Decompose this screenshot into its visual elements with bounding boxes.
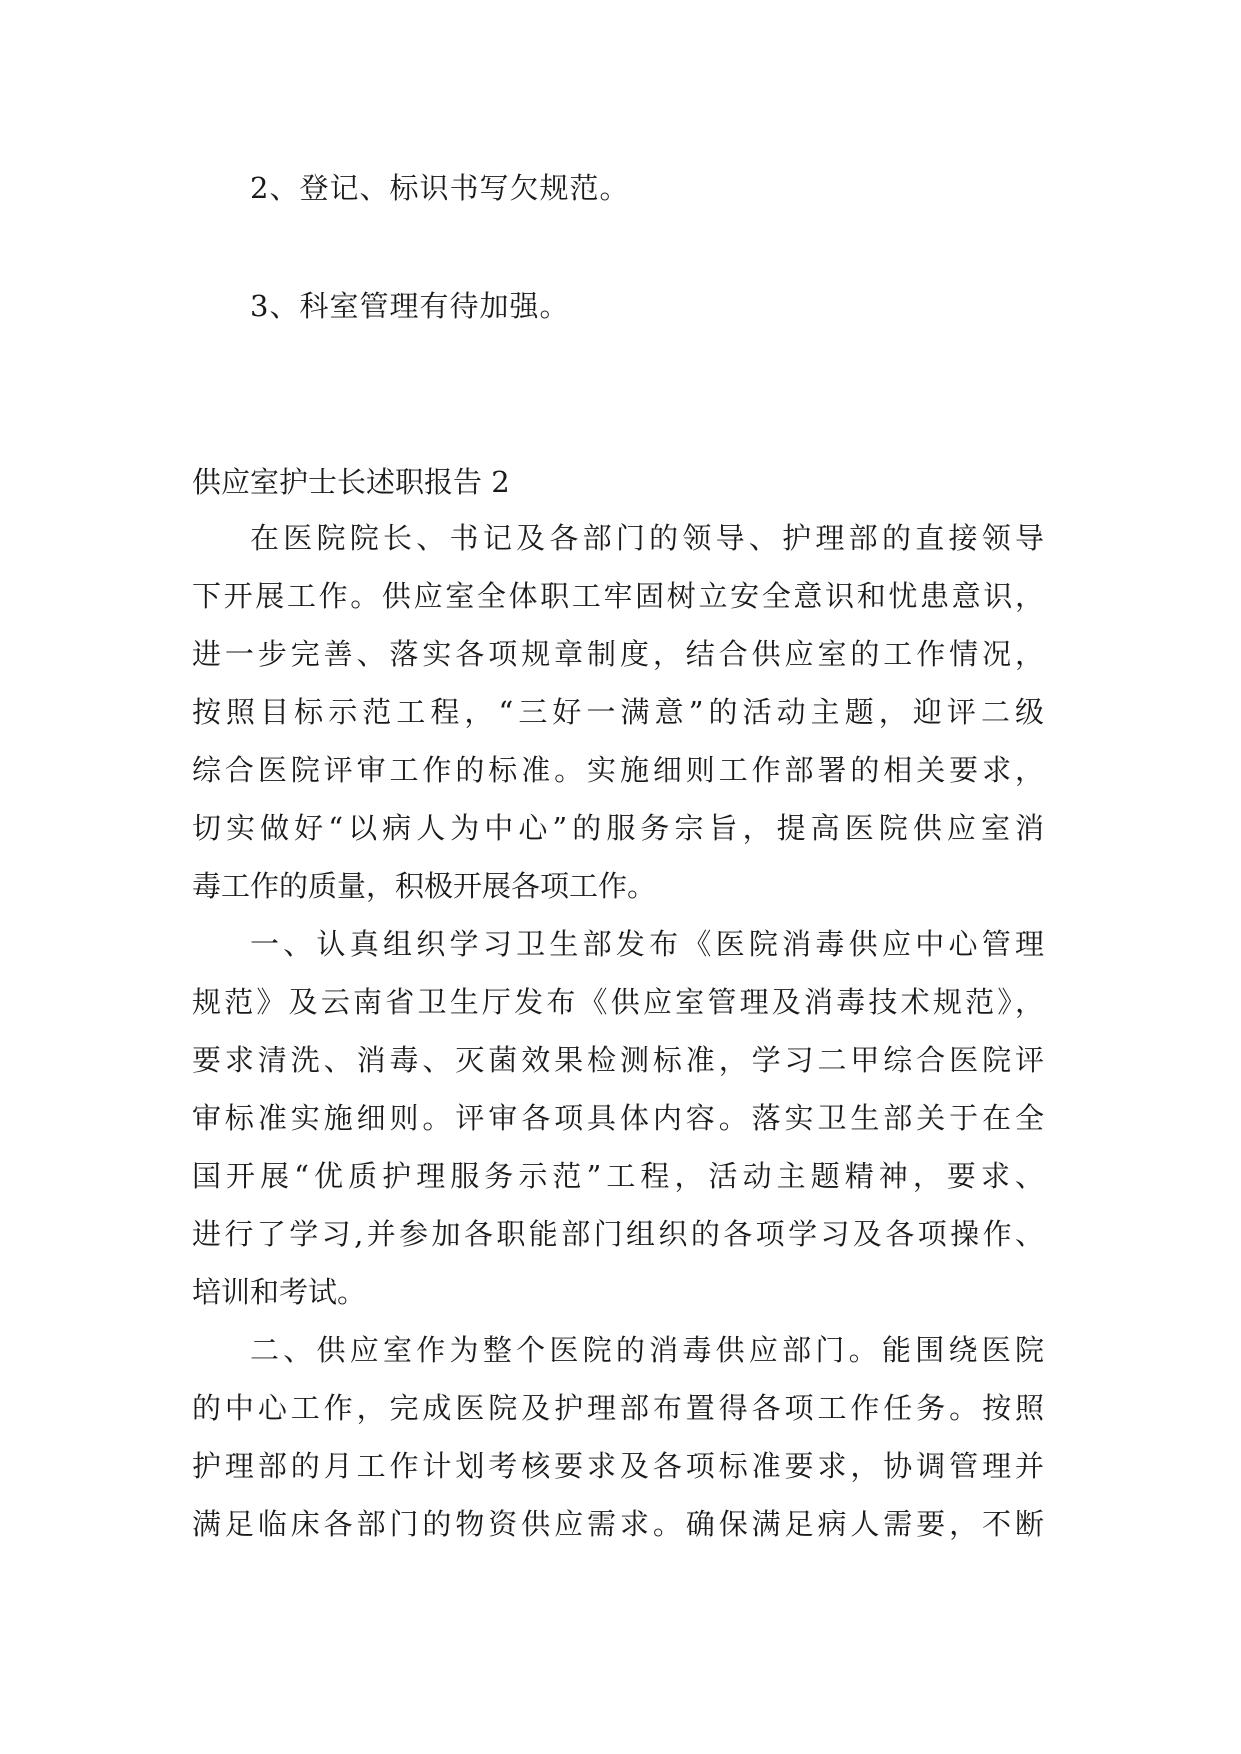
- paragraph-1-line-6: 切实做好“以病人为中心”的服务宗旨，提高医院供应室消: [192, 811, 1044, 845]
- list-item-2: 2、登记、标识书写欠规范。: [250, 171, 630, 205]
- paragraph-2-line-1: 一、认真组织学习卫生部发布《医院消毒供应中心管理: [250, 927, 1044, 961]
- paragraph-3-line-2: 的中心工作，完成医院及护理部布置得各项工作任务。按照: [192, 1391, 1044, 1425]
- list-item-3: 3、科室管理有待加强。: [250, 289, 570, 323]
- paragraph-1-line-5: 综合医院评审工作的标准。实施细则工作部署的相关要求，: [192, 753, 1044, 787]
- report-title: 供应室护士长述职报告 2: [192, 465, 510, 499]
- paragraph-1-line-2: 下开展工作。供应室全体职工牢固树立安全意识和忧患意识，: [192, 579, 1044, 613]
- paragraph-1-line-1: 在医院院长、书记及各部门的领导、护理部的直接领导: [250, 521, 1044, 555]
- paragraph-1-line-3: 进一步完善、落实各项规章制度，结合供应室的工作情况，: [192, 637, 1044, 671]
- paragraph-1-line-4: 按照目标示范工程，“三好一满意”的活动主题，迎评二级: [192, 695, 1044, 729]
- paragraph-2-line-2: 规范》及云南省卫生厅发布《供应室管理及消毒技术规范》，: [192, 985, 1044, 1019]
- paragraph-3-line-1: 二、供应室作为整个医院的消毒供应部门。能围绕医院: [250, 1333, 1044, 1367]
- paragraph-2-line-7: 培训和考试。: [192, 1275, 367, 1309]
- paragraph-2-line-5: 国开展“优质护理服务示范”工程，活动主题精神，要求、: [192, 1159, 1044, 1193]
- paragraph-1-line-7: 毒工作的质量，积极开展各项工作。: [192, 869, 657, 903]
- paragraph-3-line-3: 护理部的月工作计划考核要求及各项标准要求，协调管理并: [192, 1449, 1044, 1483]
- paragraph-3-line-4: 满足临床各部门的物资供应需求。确保满足病人需要，不断: [192, 1507, 1044, 1541]
- paragraph-2-line-3: 要求清洗、消毒、灭菌效果检测标准，学习二甲综合医院评: [192, 1043, 1044, 1077]
- paragraph-2-line-4: 审标准实施细则。评审各项具体内容。落实卫生部关于在全: [192, 1101, 1044, 1135]
- paragraph-2-line-6: 进行了学习,并参加各职能部门组织的各项学习及各项操作、: [192, 1217, 1044, 1251]
